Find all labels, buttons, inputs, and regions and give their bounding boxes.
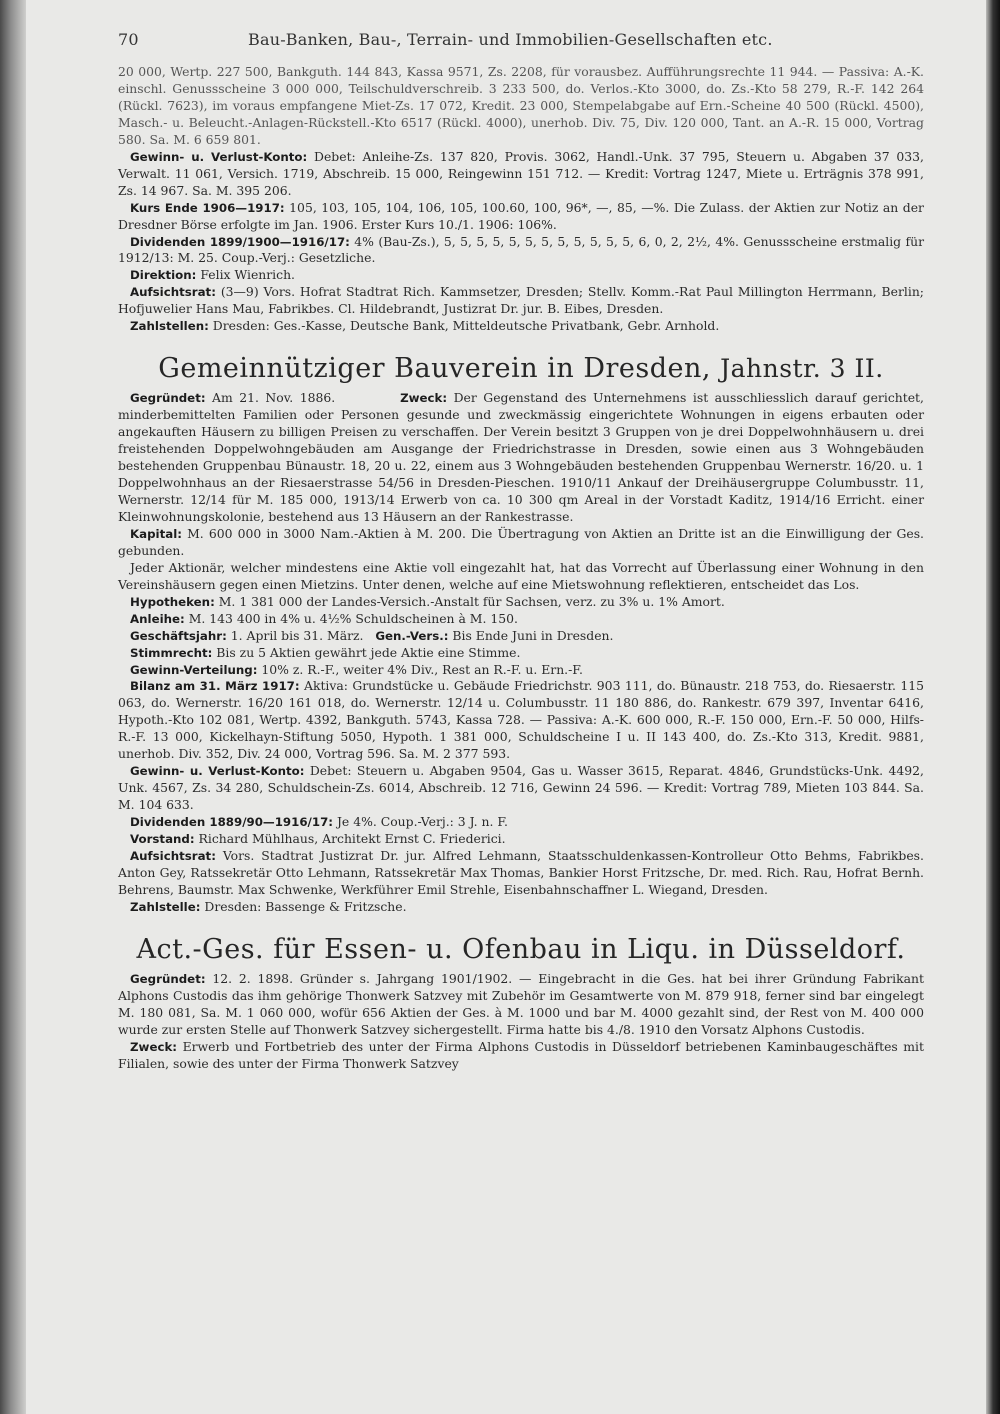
c1-vorstand <box>118 831 924 848</box>
company-1-title <box>118 353 924 384</box>
page <box>118 30 924 1073</box>
company-1-address: Jahnstr. 3 II. <box>720 354 884 384</box>
c1-zahlstelle <box>118 899 924 916</box>
c1-vorstand-label: Vorstand: <box>130 832 195 847</box>
c1-gewv-text: 10% z. R.-F., weiter 4% Div., Rest an R.-F. u. Ern.-F. <box>261 661 583 677</box>
prev-ar-label: Aufsichtsrat: <box>130 285 216 300</box>
prev-guv-label: Gewinn- u. Verlust-Konto: <box>130 149 308 164</box>
c1-ar-label: Aufsichtsrat: <box>130 848 216 863</box>
page-number: 70 <box>118 30 139 49</box>
c1-aufsichtsrat <box>118 848 924 899</box>
prev-zahl-label: Zahlstellen: <box>130 319 209 334</box>
c1-dividenden <box>118 814 924 831</box>
c1-zweck-text: Der Gegenstand des Unternehmens ist ausschliesslich darauf gerichtet, minderbemittelten Familien oder Personen gesunde und zweckmässig eingerichtete Wohnungen in eigens erbauten oder angekauften Häusern zu billigen Preisen zu verschaffen. Der Verein besitzt 3 Gruppen von je drei Doppelwohnhäusern u. drei freistehenden Doppelwohngebäuden am Ausgange der Friedrichstrasse in Dresden, sowie einen aus 3 Wohngebäuden bestehenden Gruppenbau Bünaustr. 18, 20 u. 22, einem aus 3 Wohngebäuden bestehenden Gruppenbau Wernerstr. 16/20. u. 1 Doppelwohnhaus an der Riesaerstrasse 54/56 in Dresden-Pieschen. 1910/11 Ankauf der Dreihäusergruppe Columbusstr. 11, Wernerstr. 12/14 für M. 185 000, 1913/14 Erwerb von ca. 10 300 qm Areal in der Vorstadt Kaditz, 1914/16 Erricht. einer Kleinwohnungskolonie, bestehend aus 13 Häusern an der Rankestrasse. <box>118 390 924 524</box>
c1-guv-label: Gewinn- u. Verlust-Konto: <box>130 764 305 779</box>
c2-gegr-label: Gegründet: <box>130 971 206 986</box>
c1-hyp-text: M. 1 381 000 der Landes-Versich.-Anstalt für Sachsen, verz. zu 3% u. 1% Amort. <box>218 593 725 609</box>
company-1-entry <box>118 390 924 916</box>
c1-gj-label: Geschäftsjahr: <box>130 628 227 643</box>
prev-aufsichtsrat <box>118 284 924 318</box>
c2-zweck-text: Erwerb und Fortbetrieb des unter der Firma Alphons Custodis in Düsseldorf betriebenen Kaminbaugeschäftes mit Filialen, sowie des unter der Firma Thonwerk Satzvey <box>118 1038 924 1071</box>
c1-vorrecht: Jeder Aktionär, welcher mindestens eine Aktie voll eingezahlt hat, hat das Vorrecht auf Überlassung einer Wohnung in den Vereinshäusern gegen einen Mietzins. Unter denen, welche auf eine Mietswohnung reflektieren, entscheidet das Los. <box>118 559 924 592</box>
c1-bilanz-text: Aktiva: Grundstücke u. Gebäude Friedrichstr. 903 111, do. Bünaustr. 218 753, do. Riesaerstr. 115 063, do. Wernerstr. 16/20 161 018, do. Wernerstr. 12/14 u. Columbusstr. 11 180 886, do. Rankestr. 679 397, Inventar 6416, Hypoth.-Kto 102 081, Wertp. 4392, Bankguth. 5743, Kassa 728. — Passiva: A.-K. 600 000, R.-F. 150 000, Ern.-F. 50 000, Hilfs-R.-F. 13 000, Kickelhayn-Stiftung 5050, Hypoth. 1 381 000, Schuldscheine I u. II 143 400, do. Zs.-Kto 313, Kredit. 9881, unerhob. Div. 352, Div. 24 000, Vortrag 596. Sa. M. 2 377 593. <box>118 678 924 762</box>
scan-shadow-left <box>0 0 26 1414</box>
c1-bilanz <box>118 678 924 763</box>
c1-div-label: Dividenden 1889/90—1916/17: <box>130 815 333 830</box>
c1-zahl-text: Dresden: Bassenge & Fritzsche. <box>204 898 407 914</box>
running-head <box>118 30 924 64</box>
c1-hypotheken <box>118 594 924 611</box>
c1-kapital-text: M. 600 000 in 3000 Nam.-Aktien à M. 200. Die Übertragung von Aktien an Dritte ist an die Einwilligung der Ges. gebunden. <box>118 525 924 558</box>
prev-guv-text: Debet: Anleihe-Zs. 137 820, Provis. 3062, Handl.-Unk. 37 795, Steuern u. Abgaben 37 033, Verwalt. 11 061, Versich. 1719, Abschreib. 15 000, Reingewinn 151 712. — Kredit: Vortrag 1247, Miete u. Erträgnis 378 991, Zs. 14 967. Sa. M. 395 206. <box>118 148 924 198</box>
c1-kapital <box>118 526 924 560</box>
prev-bilanz-continued: 20 000, Wertp. 227 500, Bankguth. 144 843, Kassa 9571, Zs. 2208, für vorausbez. Aufführungsrechte 11 944. — Passiva: A.-K. einschl. Genussscheine 3 000 000, Teilschuldverschreib. 3 233 500, do. Verlos.-Kto 3000, do. Zs.-Kto 58 279, R.-F. 142 264 (Rückl. 7623), im voraus empfangene Miet-Zs. 17 072, Kredit. 23 000, Stempelabgabe auf Ern.-Scheine 40 500 (Rückl. 4500), Masch.- u. Beleucht.-Anlagen-Rückstell.-Kto 6517 (Rückl. 4000), unerhob. Div. 75, Div. 120 000, Tant. an A.-R. 15 000, Vortrag 580. Sa. M. 6 659 801. <box>118 64 924 147</box>
prev-company-entry <box>118 64 924 335</box>
prev-kurs-label: Kurs Ende 1906—1917: <box>130 200 285 215</box>
scan-shadow-right <box>986 0 1000 1414</box>
c1-hyp-label: Hypotheken: <box>130 594 215 609</box>
c1-gegr-text: Am 21. Nov. 1886. <box>212 390 336 406</box>
prev-direktion-label: Direktion: <box>130 268 197 283</box>
prev-ar-text: (3—9) Vors. Hofrat Stadtrat Rich. Kammsetzer, Dresden; Stellv. Komm.-Rat Paul Millington Herrmann, Berlin; Hofjuwelier Hans Mau, Fabrikbes. Cl. Hildebrandt, Justizrat Dr. jur. B. Eibes, Dresden. <box>118 284 924 317</box>
company-1-name: Gemeinnütziger Bauverein in Dresden, <box>158 353 711 385</box>
c1-gj-text: 1. April bis 31. März. <box>230 627 364 643</box>
prev-zahl-text: Dresden: Ges.-Kasse, Deutsche Bank, Mitteldeutsche Privatbank, Gebr. Arnhold. <box>212 318 720 334</box>
c1-kapital-label: Kapital: <box>130 526 182 541</box>
c1-div-text: Je 4%. Coup.-Verj.: 3 J. n. F. <box>336 814 508 830</box>
c1-guv <box>118 763 924 814</box>
c1-zweck-label: Zweck: <box>400 391 448 406</box>
running-title: Bau-Banken, Bau-, Terrain- und Immobilien-Gesellschaften etc. <box>248 30 773 49</box>
c1-guv-text: Debet: Steuern u. Abgaben 9504, Gas u. Wasser 3615, Reparat. 4846, Grundstücks-Unk. 4492, Unk. 4567, Zs. 34 280, Schuldschein-Zs. 6014, Abschreib. 12 716, Gewinn 24 596. — Kredit: Vortrag 789, Mieten 103 844. Sa. M. 104 633. <box>118 763 924 813</box>
c1-gewinnverteilung <box>118 662 924 679</box>
prev-direktion-text: Felix Wienrich. <box>200 267 296 283</box>
c1-anleihe-text: M. 143 400 in 4% u. 4½% Schuldscheinen à M. 150. <box>188 610 518 626</box>
c2-gegr-text: 12. 2. 1898. Gründer s. Jahrgang 1901/1902. — Eingebracht in die Ges. hat bei ihrer Gründung Fabrikant Alphons Custodis das ihm gehörige Thonwerk Satzvey mit Zubehör im Gesamtwerte von M. 879 918, ferner sind bar eingelegt M. 180 081, Sa. M. 1 060 000, wofür 656 Aktien der Ges. à M. 1000 und bar M. 4000 gezahlt sind, der Rest von M. 400 000 wurde zur ersten Stelle auf Thonwerk Satzvey sichergestellt. Firma hatte bis 4./8. 1910 den Vorsatz Alphons Custodis. <box>118 970 924 1037</box>
prev-kurs <box>118 200 924 234</box>
prev-div-label: Dividenden 1899/1900—1916/17: <box>130 234 350 249</box>
prev-direktion <box>118 267 924 284</box>
prev-dividenden <box>118 234 924 268</box>
c1-gegruendet-zweck <box>118 390 924 526</box>
c1-anleihe-label: Anleihe: <box>130 611 185 626</box>
c2-zweck <box>118 1039 924 1073</box>
c1-zahl-label: Zahlstelle: <box>130 899 201 914</box>
c2-zweck-label: Zweck: <box>130 1039 178 1054</box>
prev-zahlstellen <box>118 318 924 335</box>
company-2-title: Act.-Ges. für Essen- u. Ofenbau in Liqu. in Düsseldorf. <box>136 933 906 965</box>
c1-stimm-text: Bis zu 5 Aktien gewährt jede Aktie eine Stimme. <box>216 644 521 660</box>
c1-gegr-label: Gegründet: <box>130 391 206 406</box>
company-2-entry <box>118 971 924 1073</box>
c1-genvers-label: Gen.-Vers.: <box>375 628 449 643</box>
prev-kurs-text: 105, 103, 105, 104, 106, 105, 100.60, 100, 96*, —, 85, —%. Die Zulass. der Aktien zur Notiz an der Dresdner Börse erfolgte im Jan. 1906. Erster Kurs 10./1. 1906: 106%. <box>118 199 924 232</box>
c1-gewv-label: Gewinn-Verteilung: <box>130 662 258 677</box>
c2-gegruendet <box>118 971 924 1039</box>
c1-vorstand-text: Richard Mühlhaus, Architekt Ernst C. Friederici. <box>198 831 506 847</box>
c1-genvers-text: Bis Ende Juni in Dresden. <box>452 627 614 643</box>
c1-bilanz-label: Bilanz am 31. März 1917: <box>130 679 300 694</box>
prev-guv <box>118 149 924 200</box>
c1-stimmrecht <box>118 645 924 662</box>
c1-ar-text: Vors. Stadtrat Justizrat Dr. jur. Alfred Lehmann, Staatsschuldenkassen-Kontrolleur Otto Behms, Fabrikbes. Anton Gey, Ratssekretär Otto Lehmann, Ratssekretär Max Thomas, Bankier Horst Fritzsche, Dr. med. Rich. Rau, Hofrat Bernh. Behrens, Baumstr. Max Schwenke, Werkführer Emil Strehle, Eisenbahnschaffner L. Wiegand, Dresden. <box>118 847 924 897</box>
prev-div-text: 4% (Bau-Zs.), 5, 5, 5, 5, 5, 5, 5, 5, 5, 5, 5, 5, 6, 0, 2, 2½, 4%. Genussscheine erstmalig für 1912/13: M. 25. Coup.-Verj.: Gesetzliche. <box>118 233 924 266</box>
c1-anleihe <box>118 611 924 628</box>
c1-stimm-label: Stimmrecht: <box>130 645 213 660</box>
c1-geschaeftsjahr <box>118 628 924 645</box>
